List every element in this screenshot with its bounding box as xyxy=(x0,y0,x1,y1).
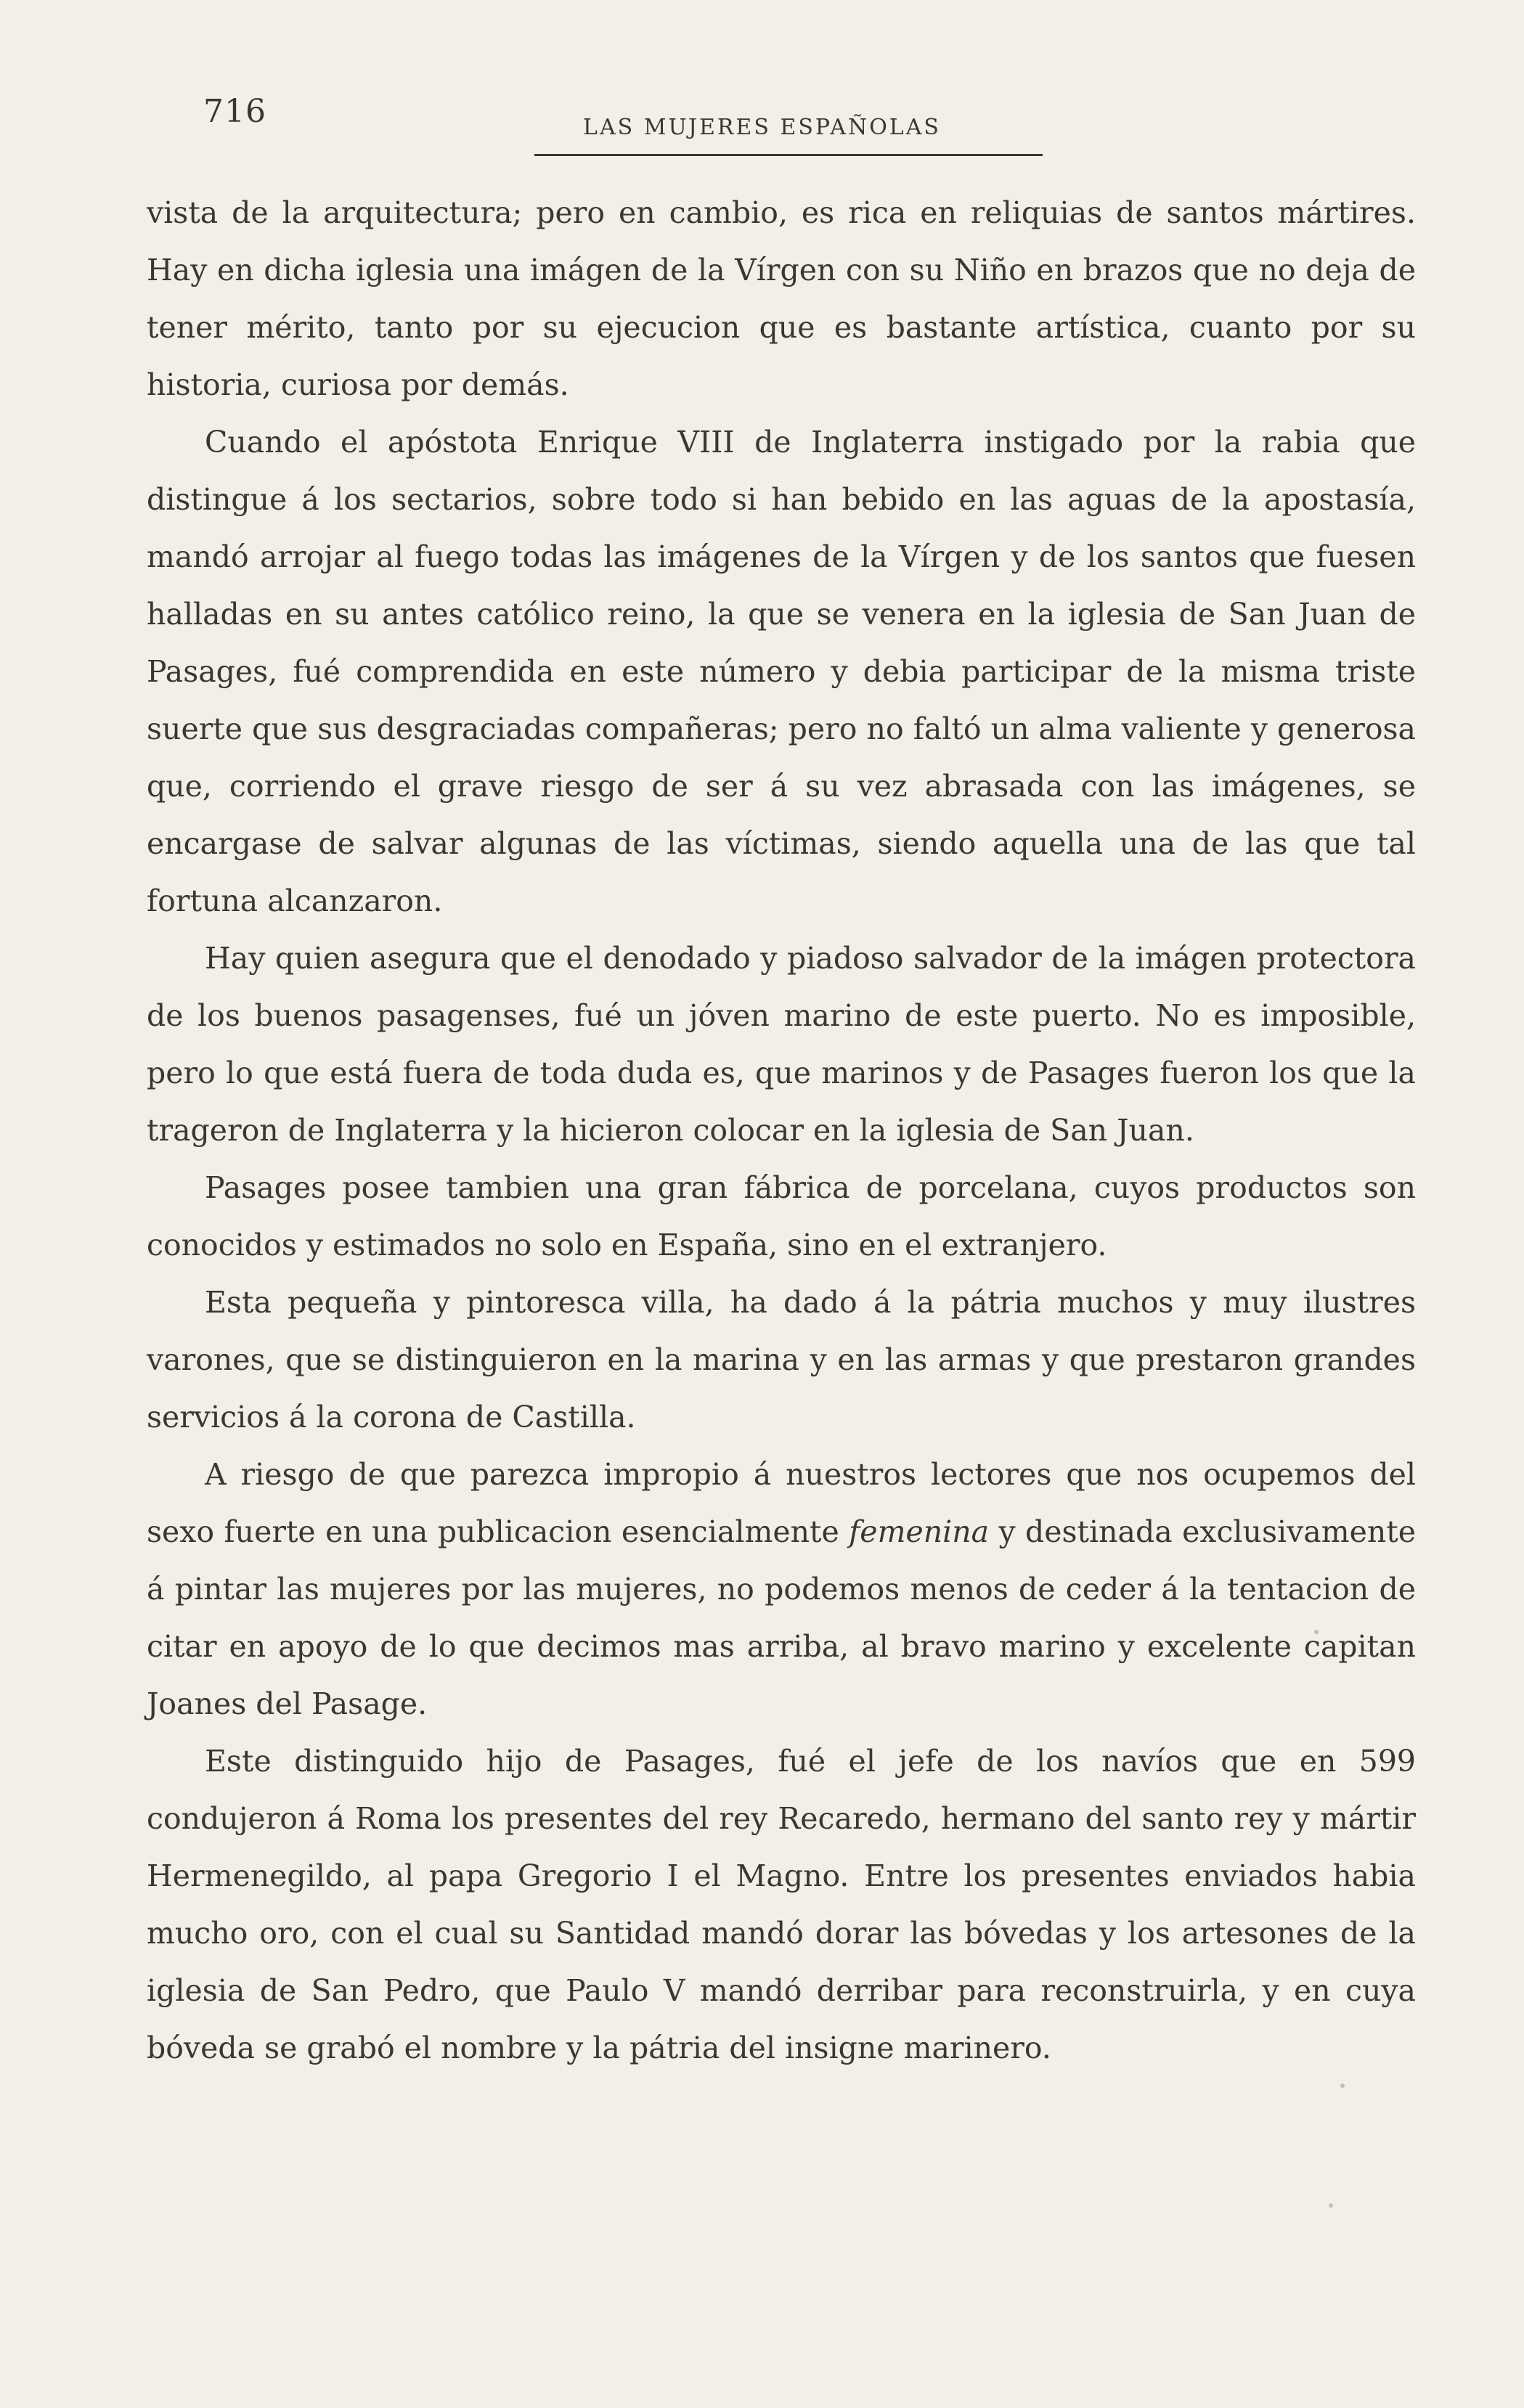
paragraph-1: vista de la arquitectura; pero en cambio, es rica en reliquias de santos mártires. Hay en dicha iglesia una imágen de la Vírgen con su Niño en brazos que no deja de tener mérito, tanto por su ejecucion que es bastante artística, cuanto por su historia, curiosa por demás. xyxy=(147,195,1416,402)
paragraph-3: Hay quien asegura que el denodado y piadoso salvador de la imágen protectora de los buenos pasagenses, fué un jóven marino de este puerto. No es imposible, pero lo que está fuera de toda duda es, que marinos y de Pasages fueron los que la trageron de Inglaterra y la hicieron colocar en la iglesia de San Juan. xyxy=(147,941,1416,1148)
paper-speck xyxy=(1329,2203,1333,2208)
paragraph-6-lead: A riesgo de que parezca impropio á nuestros lectores que nos ocupemos del sexo fuerte en una publicacion esencialmente xyxy=(147,1457,1416,1549)
body-text xyxy=(147,184,1416,2077)
emphasis-femenina: femenina xyxy=(849,1514,990,1549)
paper-speck xyxy=(1314,1630,1319,1634)
page-number: 716 xyxy=(203,93,266,130)
paragraph-7: Este distinguido hijo de Pasages, fué el jefe de los navíos que en 599 condujeron á Roma los presentes del rey Recaredo, hermano del santo rey y mártir Hermenegildo, al papa Gregorio I el Magno. Entre los presentes enviados habia mucho oro, con el cual su Santidad mandó dorar las bóvedas y los artesones de la iglesia de San Pedro, que Paulo V mandó derribar para reconstruirla, y en cuya bóveda se grabó el nombre y la pátria del insigne marinero. xyxy=(147,1744,1416,2065)
paragraph-2: Cuando el apóstota Enrique VIII de Inglaterra instigado por la rabia que distingue á los sectarios, sobre todo si han bebido en las aguas de la apostasía, mandó arrojar al fuego todas las imágenes de la Vírgen y de los santos que fuesen halladas en su antes católico reino, la que se venera en la iglesia de San Juan de Pasages, fué comprendida en este número y debia participar de la misma triste suerte que sus desgraciadas compañeras; pero no faltó un alma valiente y generosa que, corriendo el grave riesgo de ser á su vez abrasada con las imágenes, se encargase de salvar algunas de las víctimas, siendo aquella una de las que tal fortuna alcanzaron. xyxy=(147,425,1416,918)
header-rule xyxy=(534,154,1043,156)
paragraph-6-tail: y destinada exclusivamente á pintar las mujeres por las mujeres, no podemos menos de ceder á la tentacion de citar en apoyo de lo que decimos mas arriba, al bravo marino y excelente capitan Joanes del Pasage. xyxy=(147,1514,1416,1721)
paper-speck xyxy=(1340,2083,1345,2088)
paragraph-5: Esta pequeña y pintoresca villa, ha dado á la pátria muchos y muy ilustres varones, que se distinguieron en la marina y en las armas y que prestaron grandes servicios á la corona de Castilla. xyxy=(147,1285,1416,1434)
paragraph-4: Pasages posee tambien una gran fábrica de porcelana, cuyos productos son conocidos y estimados no solo en España, sino en el extranjero. xyxy=(147,1170,1416,1262)
paragraph-6 xyxy=(147,1446,1416,1733)
running-title: LAS MUJERES ESPAÑOLAS xyxy=(583,115,941,140)
